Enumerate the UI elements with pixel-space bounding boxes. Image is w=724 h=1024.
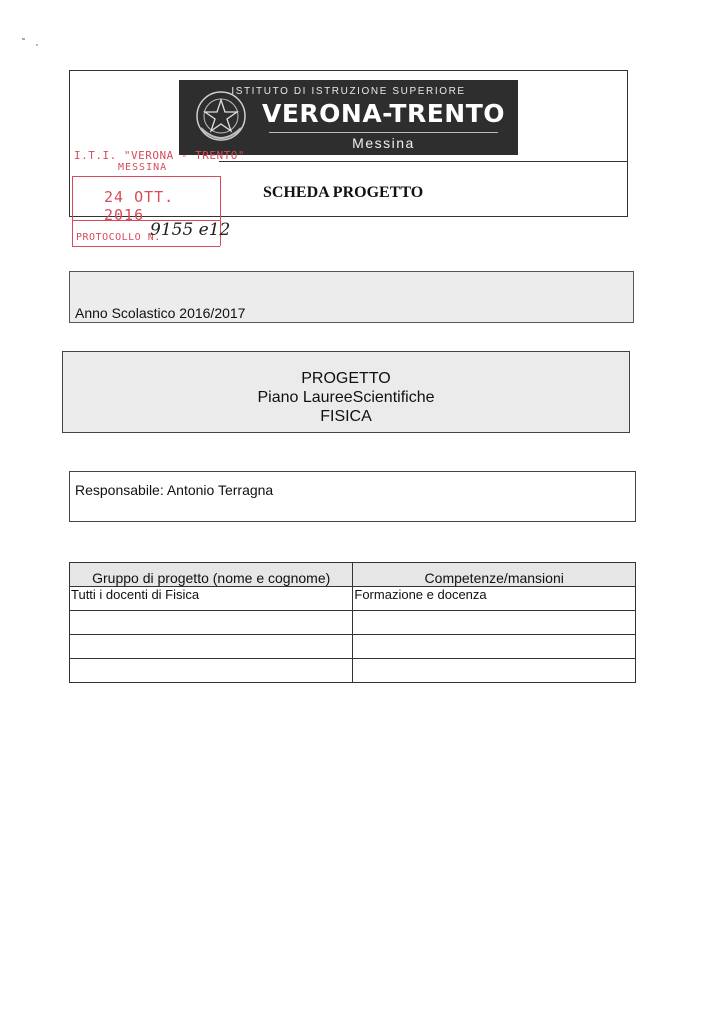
project-box — [62, 351, 630, 433]
table-cell — [353, 611, 636, 635]
table-cell — [70, 635, 353, 659]
document-title: SCHEDA PROGETTO — [263, 184, 424, 201]
stamp-rule — [72, 246, 220, 247]
logo-rule — [269, 132, 498, 133]
table-cell — [353, 635, 636, 659]
logo-institute-type: ISTITUTO DI ISTRUZIONE SUPERIORE — [231, 86, 466, 97]
project-group-table — [69, 562, 636, 683]
responsabile: Responsabile: Antonio Terragna — [75, 482, 274, 498]
column-header-group: Gruppo di progetto (nome e cognome) — [70, 563, 353, 587]
project-subject: FISICA — [320, 408, 372, 425]
table-header-row — [70, 563, 636, 587]
stamp-rule — [72, 176, 220, 177]
anno-scolastico: Anno Scolastico 2016/2017 — [75, 305, 246, 321]
protocol-stamp — [70, 146, 245, 249]
table-row — [70, 635, 636, 659]
table-cell — [70, 659, 353, 683]
school-logo — [179, 80, 518, 155]
stamp-protocol-label: PROTOCOLLO N. — [76, 232, 161, 243]
handwritten-protocol-number: 9155 e12 — [150, 220, 231, 240]
table-cell — [70, 611, 353, 635]
table-row — [70, 587, 636, 611]
table-cell — [353, 659, 636, 683]
stamp-date: 24 OTT. 2016 — [104, 188, 175, 224]
table-cell: Tutti i docenti di Fisica — [70, 587, 353, 611]
stamp-city: MESSINA — [118, 162, 168, 173]
scan-speck — [22, 38, 25, 40]
project-name: Piano LaureeScientifiche — [257, 389, 435, 406]
stamp-school: I.T.I. "VERONA - TRENTO" — [74, 149, 245, 162]
header-divider — [219, 161, 628, 162]
table-cell: Formazione e docenza — [353, 587, 636, 611]
table-row — [70, 659, 636, 683]
project-heading: PROGETTO — [301, 370, 391, 387]
table-row — [70, 611, 636, 635]
scan-speck — [36, 44, 38, 46]
column-header-competenze: Competenze/mansioni — [353, 563, 636, 587]
logo-city: Messina — [352, 135, 415, 151]
stamp-border — [72, 176, 73, 246]
logo-school-name: VERONA-TRENTO — [261, 99, 505, 128]
